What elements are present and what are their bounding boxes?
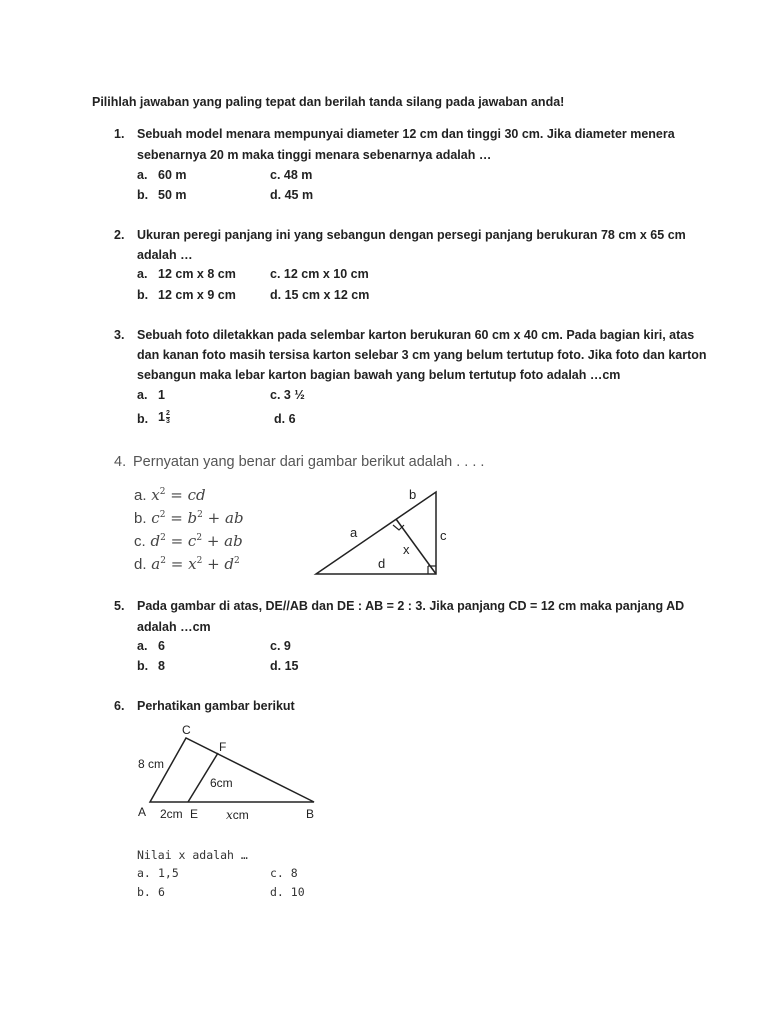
option-b-letter[interactable]: b. [137,288,149,302]
label-x: x [226,808,233,822]
option-a[interactable]: 1 [158,388,165,402]
question-number: 4. [114,454,127,470]
question-text: dan kanan foto masih tersisa karton selebar 3 cm yang belum tertutup foto. Jika foto dan karton [137,348,707,362]
option-c[interactable]: c. 9 [270,639,291,653]
option-c[interactable]: c. 3 ½ [270,388,305,402]
question-number: 2. [114,228,125,242]
option-a[interactable]: 12 cm x 8 cm [158,267,236,281]
option-d[interactable]: d. $a^2 = x^2 + d^2$ [134,555,240,573]
question-text: Ukuran peregi panjang ini yang sebangun dengan persegi panjang berukuran 78 cm x 65 cm [137,228,686,242]
option-b[interactable]: 8 [158,659,165,673]
option-letter: c. [134,533,146,550]
label-unit: cm [232,808,249,822]
option-b[interactable]: 50 m [158,188,187,202]
question-number: 5. [114,599,125,613]
option-a-letter[interactable]: a. [137,168,148,182]
option-b-letter[interactable]: b. [137,885,151,899]
label-B: B [306,807,315,821]
fraction-numerator: 2 [165,410,170,418]
option-a[interactable]: a. $x^2$ = cd [134,486,206,504]
option-b[interactable]: 12 cm x 9 cm [158,288,236,302]
option-c[interactable]: c. 8 [270,866,298,880]
question-text: Pernyatan yang benar dari gambar berikut adalah . . . . [133,454,485,470]
question-text: Sebuah foto diletakkan pada selembar karton berukuran 60 cm x 40 cm. Pada bagian kiri, atas [137,328,695,342]
label-d: d [378,556,386,571]
question-text: Sebuah model menara mempunyai diameter 12 cm dan tinggi 30 cm. Jika diameter menera [137,127,675,141]
question-text: Pada gambar di atas, DE//AB dan DE : AB = 2 : 3. Jika panjang CD = 12 cm maka panjang AD [137,599,685,613]
label-x: x [403,542,410,557]
option-letter: b. [134,510,147,527]
label-E: E [190,807,199,821]
question-text: Nilai x adalah … [137,848,248,862]
option-a[interactable]: 6 [158,639,165,653]
option-b-letter[interactable]: b. [137,659,149,673]
question-text: adalah … [137,248,193,262]
option-b-letter[interactable]: b. [137,188,149,202]
triangle-outline [316,492,436,574]
question-text: Perhatikan gambar berikut [137,699,295,713]
option-b[interactable] [158,409,170,425]
question-number: 1. [114,127,125,141]
option-d[interactable]: d. 45 m [270,188,314,202]
option-letter: d. [134,556,147,573]
option-d[interactable]: d. 15 cm x 12 cm [270,288,370,302]
label-AC: 8 cm [138,757,165,771]
question-number: 3. [114,328,125,342]
question-number: 6. [114,699,125,713]
instruction-text: Pilihlah jawaban yang paling tepat dan berilah tanda silang pada jawaban anda! [92,95,565,109]
label-EF: 6cm [210,776,233,790]
right-triangle-figure [310,482,460,580]
fraction [166,410,170,425]
option-a-letter[interactable]: a. [137,866,151,880]
label-A: A [138,805,147,819]
option-d[interactable]: d. 10 [270,885,305,899]
option-d[interactable]: d. 6 [274,412,296,426]
label-EB [226,808,249,822]
fraction-denominator: 3 [165,418,170,426]
option-c[interactable]: c. 12 cm x 10 cm [270,267,369,281]
label-a: a [350,525,358,540]
option-letter: a. [134,487,147,504]
label-F: F [219,740,227,754]
option-a[interactable]: 1,5 [158,866,179,880]
triangle-ACB [150,738,314,802]
label-c: c [440,528,447,543]
label-b: b [409,487,417,502]
option-c[interactable]: c. $d^2 = c^2$ + ab [134,532,243,550]
option-b[interactable]: b. $c^2 = b^2$ + ab [134,509,244,527]
option-a-letter[interactable]: a. [137,639,148,653]
option-b[interactable]: 6 [158,885,165,899]
option-d[interactable]: d. 15 [270,659,299,673]
option-a-letter[interactable]: a. [137,267,148,281]
option-a-letter[interactable]: a. [137,388,148,402]
option-b-letter[interactable]: b. [137,412,149,426]
label-AE: 2cm [160,807,183,821]
label-C: C [182,723,191,737]
question-text: adalah …cm [137,620,211,634]
mixed-fraction-whole: 1 [158,410,165,424]
option-c[interactable]: c. 48 m [270,168,313,182]
question-text: sebangun maka lebar karton bagian bawah yang belum tertutup foto adalah …cm [137,368,621,382]
triangle-figure [130,720,330,826]
option-a[interactable]: 60 m [158,168,187,182]
question-text: sebenarnya 20 m maka tinggi menara sebenarnya adalah … [137,148,492,162]
